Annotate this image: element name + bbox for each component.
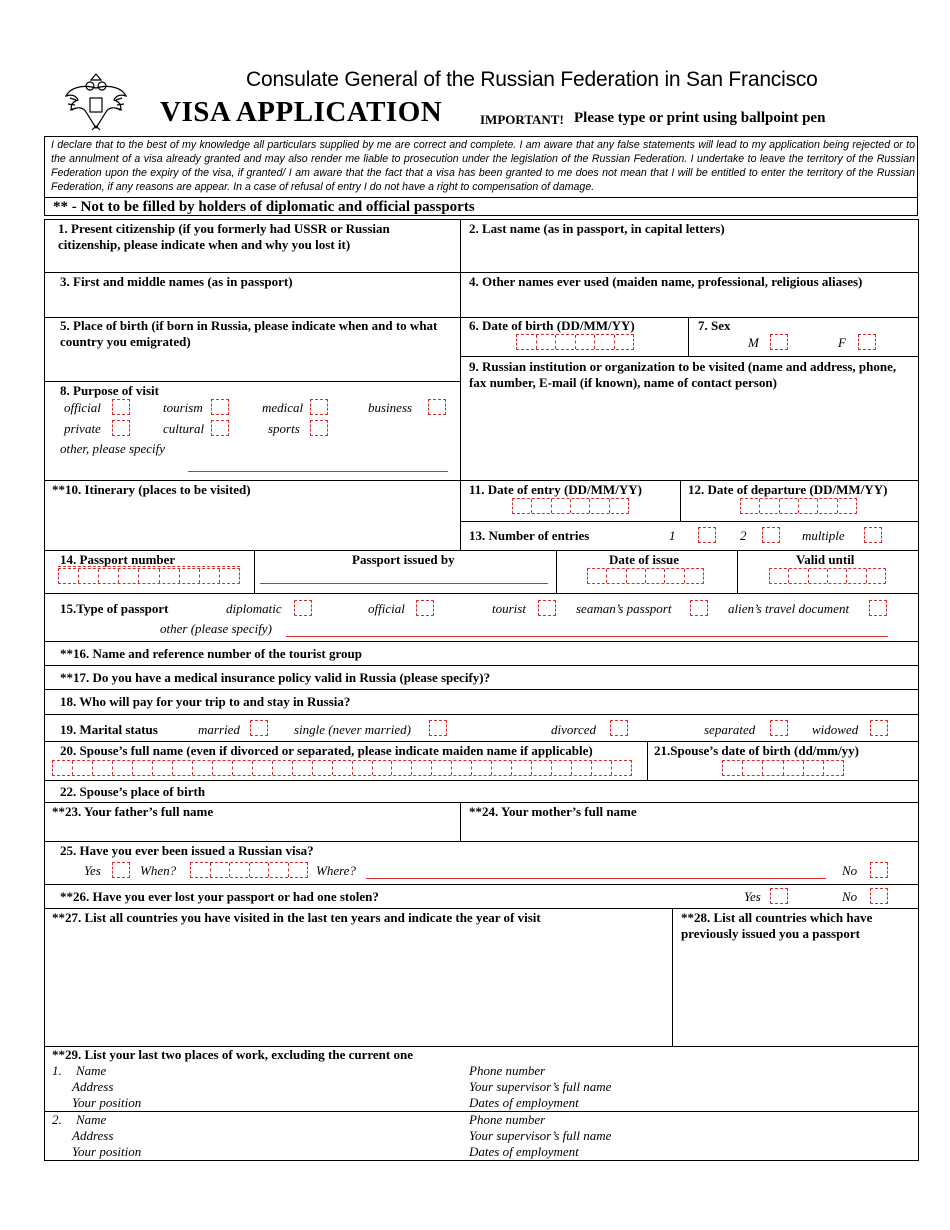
work-1-number: 1. [52, 1063, 62, 1078]
date-of-entry-boxes[interactable] [512, 498, 629, 514]
purpose-tourism-checkbox[interactable] [211, 399, 229, 415]
spouse-dob-boxes[interactable] [722, 760, 844, 776]
passport-official-label: official [368, 601, 405, 616]
work-2-position[interactable]: Your position [72, 1144, 142, 1159]
field-5-place-of-birth[interactable]: 5. Place of birth (if born in Russia, please indicate when and to what country you emigrated) [60, 318, 438, 349]
work-1-phone[interactable]: Phone number [469, 1063, 546, 1078]
declaration-text: I declare that to the best of my knowledge all particulars supplied by me are correct and complete. I am aware that any false statements will lead to my application being rejected or to the annulment of a visa already granted and may also render me liable to prosecution under the legislation of the Russian Federation. I undertake to leave the territory of the Russian Federation upon the expiry of the visa, if granted/ I am aware that the fact that a visa has been granted to me does not mean that I will be entitled to enter the territory of the Russian Federation, if any reasons are appear. In a case of refusal of entry I do not have a right to compensation of damage. [51, 139, 915, 193]
lost-yes-label: Yes [744, 889, 761, 904]
marital-widowed-label: widowed [812, 722, 859, 737]
date-of-departure-boxes[interactable] [740, 498, 857, 514]
purpose-private-label: private [64, 421, 101, 436]
passport-other-input[interactable] [286, 636, 888, 637]
purpose-cultural-label: cultural [163, 421, 205, 436]
work-1-name[interactable]: Name [76, 1063, 107, 1078]
marital-married-checkbox[interactable] [250, 720, 268, 736]
field-11-date-of-entry: 11. Date of entry (DD/MM/YY) [469, 482, 642, 497]
passport-tourist-checkbox[interactable] [538, 600, 556, 616]
passport-alien-checkbox[interactable] [869, 600, 887, 616]
date-of-birth-boxes[interactable] [516, 334, 634, 350]
field-18-who-will-pay[interactable]: 18. Who will pay for your trip to and stay in Russia? [60, 694, 351, 709]
passport-other-label: other (please specify) [160, 621, 272, 636]
visa-yes-label: Yes [84, 863, 101, 878]
field-9-russian-institution[interactable]: 9. Russian institution or organization to be visited (name and address, phone, fax number, E-mail (if known), name of contact person) [469, 359, 897, 390]
marital-separated-label: separated [704, 722, 756, 737]
entries-1-label: 1 [669, 528, 676, 543]
work-1-position[interactable]: Your position [72, 1095, 142, 1110]
field-14-passport-number: 14. Passport number [60, 552, 176, 567]
marital-divorced-checkbox[interactable] [610, 720, 628, 736]
field-7-sex: 7. Sex [698, 318, 731, 333]
consulate-title: Consulate General of the Russian Federation in San Francisco [246, 68, 818, 91]
passport-seaman-checkbox[interactable] [690, 600, 708, 616]
lost-no-checkbox[interactable] [870, 888, 888, 904]
entries-multiple-label: multiple [802, 528, 845, 543]
field-12-date-of-departure: 12. Date of departure (DD/MM/YY) [688, 482, 888, 497]
field-10-itinerary[interactable]: **10. Itinerary (places to be visited) [52, 482, 251, 497]
work-2-supervisor[interactable]: Your supervisor’s full name [469, 1128, 612, 1143]
passport-official-checkbox[interactable] [416, 600, 434, 616]
important-text: Please type or print using ballpoint pen [574, 110, 826, 126]
work-2-dates[interactable]: Dates of employment [469, 1144, 579, 1159]
field-13-number-of-entries: 13. Number of entries [469, 528, 590, 543]
valid-until-boxes[interactable] [769, 568, 886, 584]
sex-m-checkbox[interactable] [770, 334, 788, 350]
spouse-name-boxes[interactable] [52, 760, 632, 776]
work-2-number: 2. [52, 1112, 62, 1127]
purpose-other-input[interactable] [188, 471, 448, 472]
passport-diplomatic-label: diplomatic [226, 601, 282, 616]
sex-f-checkbox[interactable] [858, 334, 876, 350]
field-26-lost-passport: **26. Have you ever lost your passport or had one stolen? [60, 889, 379, 904]
marital-single-label: single (never married) [294, 722, 411, 737]
field-4-other-names[interactable]: 4. Other names ever used (maiden name, professional, religious aliases) [469, 274, 863, 289]
field-25-russian-visa: 25. Have you ever been issued a Russian visa? [60, 843, 314, 858]
diplomatic-note: ** - Not to be filled by holders of diplomatic and official passports [45, 197, 917, 216]
field-21-spouse-dob: 21.Spouse’s date of birth (dd/mm/yy) [654, 743, 860, 758]
work-2-address[interactable]: Address [72, 1128, 114, 1143]
field-28-passport-countries[interactable]: **28. List all countries which have previously issued you a passport [681, 910, 873, 941]
important-label: IMPORTANT! [480, 112, 564, 127]
field-8-purpose-of-visit: 8. Purpose of visit [60, 383, 159, 398]
field-19-marital-status: 19. Marital status [60, 722, 158, 737]
field-20-spouse-name: 20. Spouse’s full name (even if divorced or separated, please indicate maiden name if applicable) [60, 743, 593, 758]
work-2-name[interactable]: Name [76, 1112, 107, 1127]
field-29-places-of-work: **29. List your last two places of work, excluding the current one [52, 1047, 413, 1062]
sex-m-label: M [748, 335, 759, 350]
sex-f-label: F [838, 335, 846, 350]
purpose-sports-label: sports [268, 421, 300, 436]
field-23-father-name[interactable]: **23. Your father’s full name [52, 804, 214, 819]
visa-when-label: When? [140, 863, 177, 878]
purpose-business-checkbox[interactable] [428, 399, 446, 415]
entries-2-checkbox[interactable] [762, 527, 780, 543]
work-1-address[interactable]: Address [72, 1079, 114, 1094]
work-2-phone[interactable]: Phone number [469, 1112, 546, 1127]
passport-tourist-label: tourist [492, 601, 526, 616]
purpose-private-checkbox[interactable] [112, 420, 130, 436]
visa-no-checkbox[interactable] [870, 862, 888, 878]
passport-alien-label: alien’s travel document [728, 601, 850, 616]
field-16-tourist-group[interactable]: **16. Name and reference number of the tourist group [60, 646, 362, 661]
coat-of-arms-emblem [60, 66, 132, 138]
lost-yes-checkbox[interactable] [770, 888, 788, 904]
field-24-mother-name[interactable]: **24. Your mother’s full name [469, 804, 637, 819]
passport-number-boxes[interactable] [58, 568, 240, 584]
field-2-last-name[interactable]: 2. Last name (as in passport, in capital letters) [469, 221, 725, 236]
purpose-cultural-checkbox[interactable] [211, 420, 229, 436]
purpose-medical-checkbox[interactable] [310, 399, 328, 415]
passport-diplomatic-checkbox[interactable] [294, 600, 312, 616]
date-of-issue-boxes[interactable] [587, 568, 704, 584]
marital-divorced-label: divorced [551, 722, 596, 737]
field-22-spouse-place-of-birth[interactable]: 22. Spouse’s place of birth [60, 784, 206, 799]
lost-no-label: No [842, 889, 858, 904]
visa-where-input[interactable] [366, 878, 826, 879]
marital-separated-checkbox[interactable] [770, 720, 788, 736]
purpose-tourism-label: tourism [163, 400, 203, 415]
purpose-medical-label: medical [262, 400, 304, 415]
purpose-sports-checkbox[interactable] [310, 420, 328, 436]
passport-issued-by-input[interactable] [260, 583, 548, 584]
field-1-citizenship[interactable]: 1. Present citizenship (if you formerly had USSR or Russian citizenship, please indicate when and why you lost it) [58, 221, 390, 252]
purpose-official-label: official [64, 400, 101, 415]
field-15-type-of-passport: 15.Type of passport [60, 601, 169, 616]
passport-issued-by-label: Passport issued by [352, 552, 455, 567]
marital-married-label: married [198, 722, 240, 737]
entries-1-checkbox[interactable] [698, 527, 716, 543]
visa-yes-checkbox[interactable] [112, 862, 130, 878]
marital-single-checkbox[interactable] [429, 720, 447, 736]
form-title: VISA APPLICATION [160, 96, 443, 128]
declaration-box [44, 136, 918, 216]
passport-seaman-label: seaman’s passport [576, 601, 672, 616]
purpose-other-label: other, please specify [60, 441, 166, 456]
purpose-business-label: business [368, 400, 413, 415]
field-6-date-of-birth[interactable]: 6. Date of birth (DD/MM/YY) [469, 318, 635, 333]
date-of-issue-label: Date of issue [609, 552, 680, 567]
field-3-first-middle-names[interactable]: 3. First and middle names (as in passport) [60, 274, 293, 289]
visa-when-boxes[interactable] [190, 862, 308, 878]
visa-where-label: Where? [316, 863, 356, 878]
marital-widowed-checkbox[interactable] [870, 720, 888, 736]
visa-no-label: No [842, 863, 858, 878]
field-17-medical-insurance[interactable]: **17. Do you have a medical insurance policy valid in Russia (please specify)? [60, 670, 491, 685]
work-1-dates[interactable]: Dates of employment [469, 1095, 579, 1110]
work-1-supervisor[interactable]: Your supervisor’s full name [469, 1079, 612, 1094]
field-27-countries-visited[interactable]: **27. List all countries you have visited in the last ten years and indicate the year of visit [52, 910, 541, 925]
entries-multiple-checkbox[interactable] [864, 527, 882, 543]
purpose-official-checkbox[interactable] [112, 399, 130, 415]
valid-until-label: Valid until [796, 552, 855, 567]
entries-2-label: 2 [740, 528, 747, 543]
passport-number-underline [58, 566, 240, 567]
